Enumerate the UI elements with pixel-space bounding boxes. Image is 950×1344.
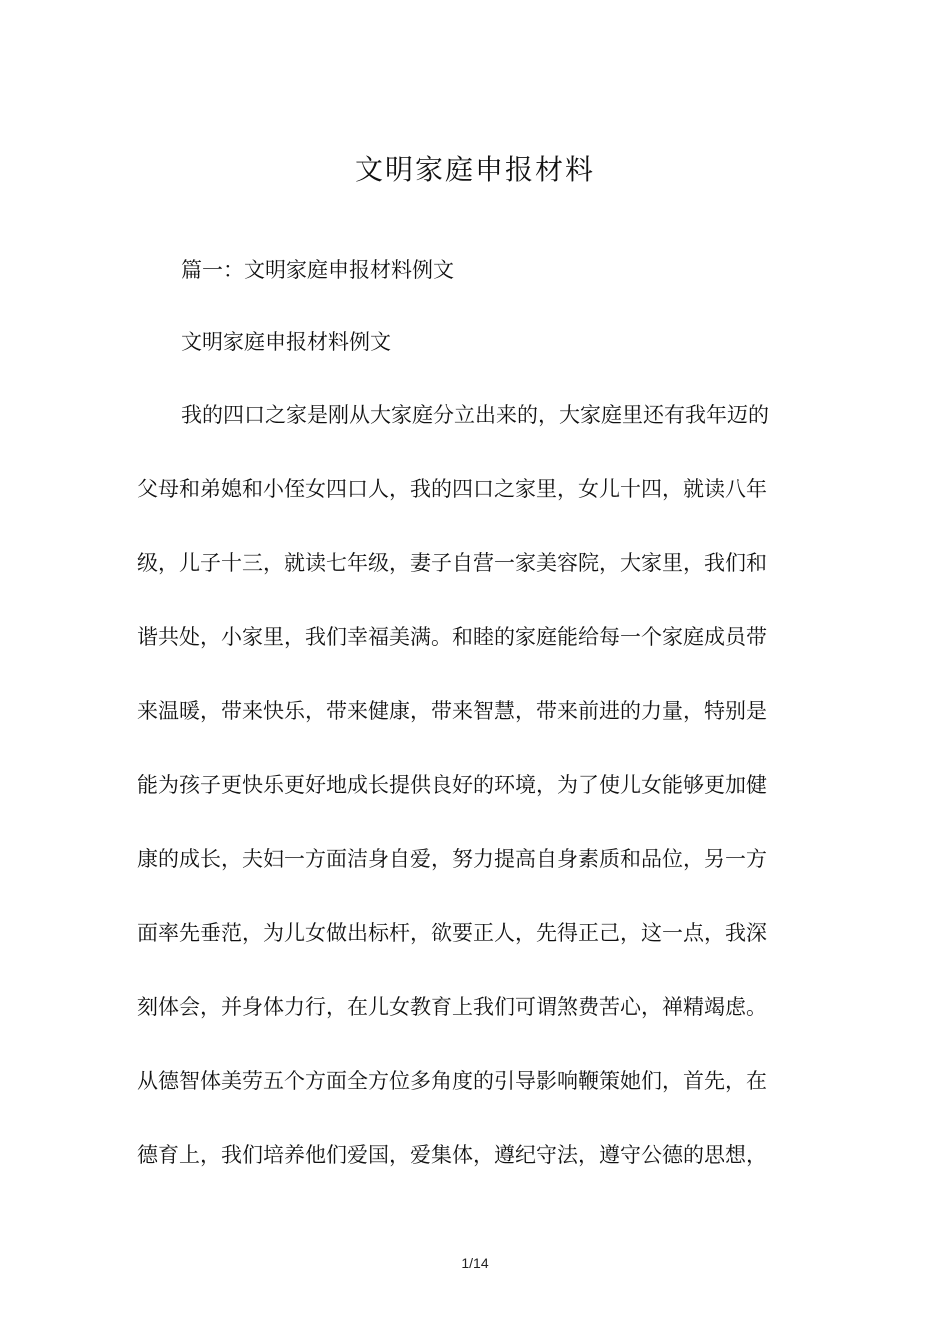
body-line: 刻体会，并身体力行，在儿女教育上我们可谓煞费苦心，禅精竭虑。 bbox=[137, 995, 767, 1019]
body-line: 我的四口之家是刚从大家庭分立出来的，大家庭里还有我年迈的 bbox=[181, 403, 769, 427]
page-number: 1/14 bbox=[461, 1255, 489, 1271]
body-line: 谐共处，小家里，我们幸福美满。和睦的家庭能给每一个家庭成员带 bbox=[137, 625, 767, 649]
body-line: 级，儿子十三，就读七年级，妻子自营一家美容院，大家里，我们和 bbox=[137, 551, 767, 575]
subheading: 文明家庭申报材料例文 bbox=[181, 330, 391, 354]
body-text bbox=[137, 398, 809, 1212]
body-line: 从德智体美劳五个方面全方位多角度的引导影响鞭策她们，首先，在 bbox=[137, 1069, 767, 1093]
body-line: 康的成长，夫妇一方面洁身自爱，努力提高自身素质和品位，另一方 bbox=[137, 847, 767, 871]
body-line: 面率先垂范，为儿女做出标杆，欲要正人，先得正己，这一点，我深 bbox=[137, 921, 767, 945]
body-line: 来温暖，带来快乐，带来健康，带来智慧，带来前进的力量，特别是 bbox=[137, 699, 767, 723]
body-line: 德育上，我们培养他们爱国，爱集体，遵纪守法，遵守公德的思想， bbox=[137, 1143, 767, 1167]
document-title: 文明家庭申报材料 bbox=[354, 153, 595, 186]
section-heading: 篇一：文明家庭申报材料例文 bbox=[181, 258, 454, 282]
body-line: 能为孩子更快乐更好地成长提供良好的环境，为了使儿女能够更加健 bbox=[137, 773, 767, 797]
body-line: 父母和弟媳和小侄女四口人，我的四口之家里，女儿十四，就读八年 bbox=[137, 477, 767, 501]
